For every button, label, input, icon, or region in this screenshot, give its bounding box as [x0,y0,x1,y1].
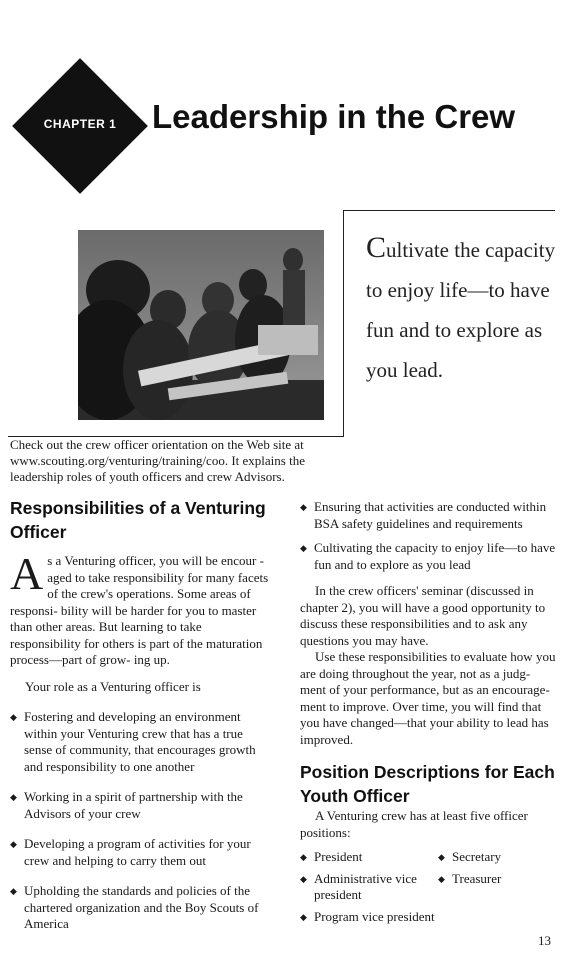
right-column [300,499,558,925]
bullet-icon: ◆ [438,873,445,884]
intro-text: s a Venturing officer, you will be encour - aged to take responsibility for many facets of the crew's operations. Some areas of responsi- bility will be harder for you to master than other areas. But learning to take responsibility for others is part of the maturation process—part of grow- ing up. [10,553,269,667]
officer-position-list [300,849,558,925]
bullet-icon: ◆ [300,852,307,862]
quote-rule-top [343,210,555,211]
quote-rule-left [343,210,344,437]
positions-intro: A Venturing crew has at least five officer positions: [300,808,528,840]
list-item: ◆ Fostering and developing an environment within your Venturing crew that has a true sense of community, that encourages growth and responsibility to one another [10,709,256,774]
bullet-icon: ◆ [10,712,17,722]
section-heading-positions: Position Descriptions for Each Youth Officer [300,762,555,806]
bullet-icon: ◆ [10,839,17,849]
pull-quote-initial: C [366,231,387,264]
drop-cap: A [10,548,44,599]
intro-paragraph [10,548,272,669]
bullet-icon: ◆ [10,886,17,896]
section-heading-responsibilities: Responsibilities of a Venturing Officer [10,498,266,542]
responsibility-list-continued [300,499,558,573]
list-item: ◆ Ensuring that activities are conducted within BSA safety guidelines and requirements [300,499,547,531]
list-item: ◆ Treasurer [438,870,502,886]
bullet-icon: ◆ [10,792,17,802]
responsibility-list [10,709,272,933]
crew-photo [78,230,324,420]
page-title: Leadership in the Crew [152,98,516,135]
pull-quote-text: ultivate the capacity to enjoy life—to have fun and to explore as you lead. [366,238,556,382]
bullet-icon: ◆ [300,911,307,922]
left-column [10,548,272,933]
pull-quote [366,228,566,390]
chapter-badge [12,58,148,194]
list-item: ◆ Program vice president [300,908,435,924]
bullet-icon: ◆ [438,852,445,862]
list-item: ◆ Developing a program of activities for your crew and helping to carry them out [10,836,251,868]
bullet-icon: ◆ [300,502,307,512]
role-intro: Your role as a Venturing officer is [25,678,201,694]
list-item: ◆ Administrative vice president [300,870,417,902]
chapter-label: CHAPTER 1 [43,117,117,131]
list-item: ◆ President [300,849,363,864]
list-item: ◆ Working in a spirit of partnership with the Advisors of your crew [10,789,243,821]
photo-caption: Check out the crew officer orientation on the Web site at www.scouting.org/venturing/training/coo. It explains the leadership roles of youth officers and crew Advisors. [10,437,305,484]
page-number: 13 [538,933,551,948]
list-item: ◆ Secretary [438,849,502,864]
seminar-paragraph: In the crew officers' seminar (discussed in chapter 2), you will have a good opportunity to discuss these responsibilities and to ask any questions you may have. [300,583,546,648]
list-item: ◆ Cultivating the capacity to enjoy life—to have fun and to explore as you lead [300,540,556,572]
list-item: ◆ Upholding the standards and policies of the chartered organization and the Boy Scouts of America [10,883,259,931]
bullet-icon: ◆ [300,873,307,884]
bullet-icon: ◆ [300,543,307,553]
evaluate-paragraph: Use these responsibilities to evaluate how you are doing throughout the year, not as a judg- ment of your performance, but as an encourage- ment to improve. Over time, you will find that you have changed—that your ability to lead has improved. [300,649,556,747]
